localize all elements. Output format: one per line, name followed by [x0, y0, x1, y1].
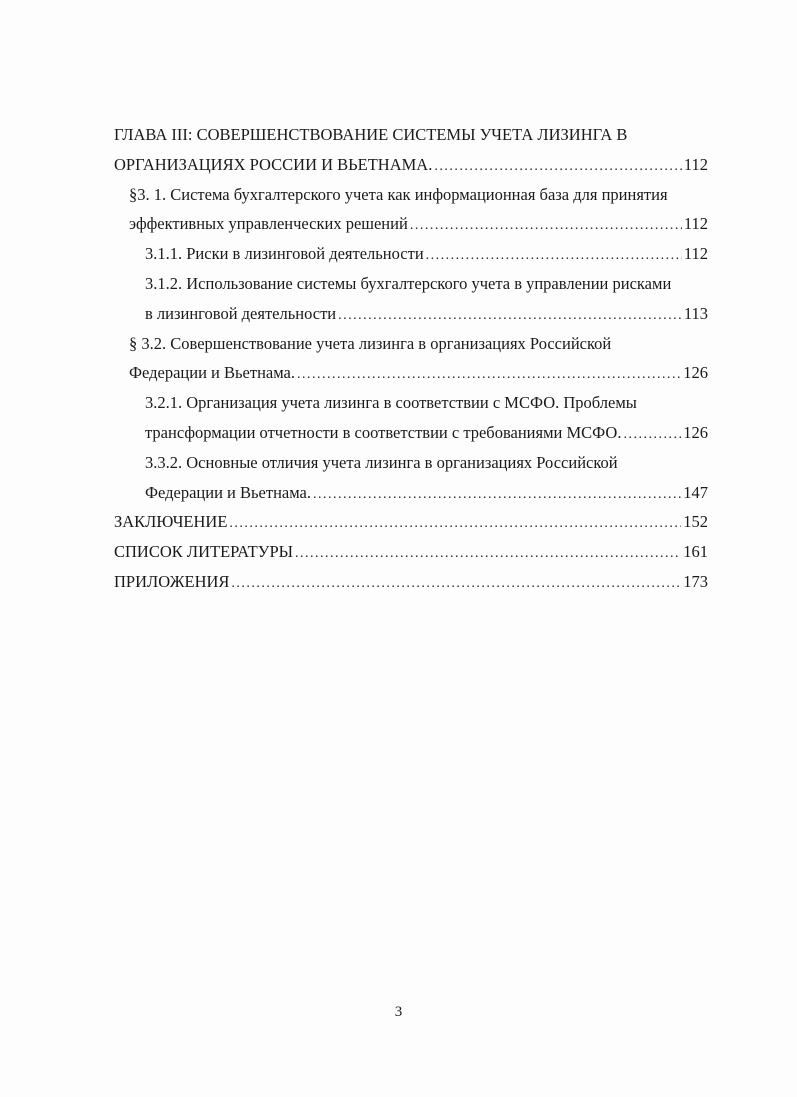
toc-leader-dots [338, 301, 682, 331]
toc-page-number: 126 [683, 422, 708, 442]
toc-entry-text: в лизинговой деятельности [145, 303, 337, 323]
toc-page-number: 173 [683, 571, 708, 591]
toc-subsection-3-2-1-line1 [114, 388, 708, 418]
toc-chapter-3-title-line1 [114, 120, 708, 150]
toc-entry-text: Федерации и Вьетнама. [129, 363, 295, 383]
toc-page-number: 147 [683, 482, 708, 502]
toc-section-3-1-line2 [114, 209, 708, 239]
toc-leader-dots [229, 509, 681, 539]
toc-subsection-3-3-2-line1 [114, 448, 708, 478]
toc-entry-text: ГЛАВА III: СОВЕРШЕНСТВОВАНИЕ СИСТЕМЫ УЧЕТА ЛИЗИНГА В [114, 125, 628, 144]
toc-subsection-3-1-2-line1 [114, 269, 708, 299]
toc-page-number: 112 [683, 244, 708, 264]
toc-entry-text: 3.1.2. Использование системы бухгалтерского учета в управлении рисками [145, 273, 672, 293]
toc-appendices [114, 567, 708, 597]
toc-leader-dots [231, 569, 681, 599]
toc-entry-text: 3.1.1. Риски в лизинговой деятельности [145, 244, 424, 264]
toc-section-3-2-line1 [114, 329, 708, 359]
toc-page-number: 161 [683, 542, 708, 562]
toc-page-number: 152 [683, 512, 708, 532]
toc-page-number: 112 [683, 214, 708, 234]
toc-entry-text: ПРИЛОЖЕНИЯ [114, 571, 230, 591]
toc-section-3-2-line2 [114, 358, 708, 388]
toc-references [114, 537, 708, 567]
toc-chapter-3-title-line2 [114, 150, 708, 180]
toc-leader-dots [410, 211, 682, 241]
toc-entry-text: 3.3.2. Основные отличия учета лизинга в организациях Российской [145, 452, 618, 472]
toc-entry-text: трансформации отчетности в соответствии с требованиями МСФО. [145, 422, 622, 442]
table-of-contents [114, 120, 708, 597]
toc-entry-text: СПИСОК ЛИТЕРАТУРЫ [114, 542, 294, 562]
toc-leader-dots [313, 480, 681, 510]
toc-section-3-1-line1 [114, 180, 708, 210]
toc-subsection-3-2-1-line2 [114, 418, 708, 448]
toc-entry-text: Федерации и Вьетнама. [145, 482, 311, 502]
toc-leader-dots [295, 539, 681, 569]
page-number: 3 [394, 1004, 403, 1020]
toc-entry-text: ЗАКЛЮЧЕНИЕ [114, 512, 228, 532]
toc-page-number: 112 [683, 154, 708, 174]
toc-subsection-3-1-2-line2 [114, 299, 708, 329]
toc-entry-text: § 3.2. Совершенствование учета лизинга в организациях Российской [129, 333, 612, 353]
toc-entry-text: эффективных управленческих решений [129, 214, 408, 234]
toc-page-number: 126 [683, 363, 708, 383]
toc-leader-dots [434, 152, 682, 182]
toc-subsection-3-1-1 [114, 239, 708, 269]
toc-conclusion [114, 507, 708, 537]
toc-leader-dots [623, 420, 681, 450]
toc-subsection-3-3-2-line2 [114, 478, 708, 508]
toc-entry-text: §3. 1. Система бухгалтерского учета как информационная база для принятия [129, 184, 668, 204]
toc-leader-dots [426, 241, 682, 271]
toc-entry-text: ОРГАНИЗАЦИЯХ РОССИИ И ВЬЕТНАМА. [114, 154, 433, 174]
toc-leader-dots [297, 360, 681, 390]
toc-page-number: 113 [683, 303, 708, 323]
toc-entry-text: 3.2.1. Организация учета лизинга в соответствии с МСФО. Проблемы [145, 393, 637, 413]
